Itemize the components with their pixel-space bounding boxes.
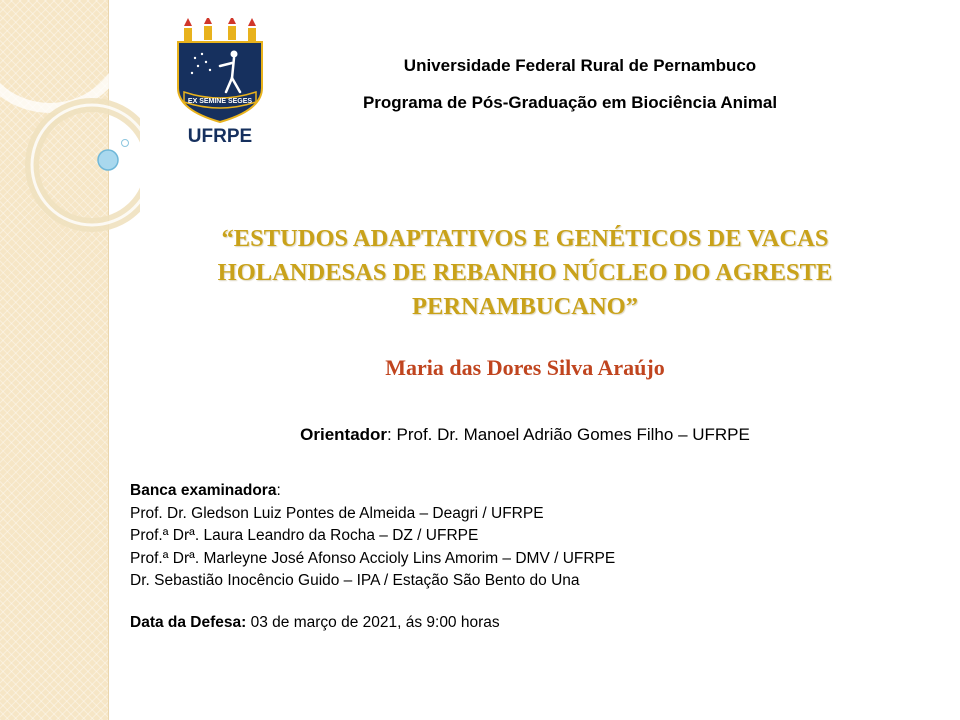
title-line-1: “ESTUDOS ADAPTATIVOS E GENÉTICOS DE VACAS <box>221 225 829 252</box>
deco-ring-large <box>0 0 128 108</box>
title-line-2: HOLANDESAS DE REBANHO NÚCLEO DO AGRESTE <box>217 259 833 286</box>
defense-label: Data da Defesa: <box>130 614 247 631</box>
deco-ring-inner <box>32 105 140 225</box>
committee-heading <box>130 480 615 503</box>
deco-bubble-small-icon <box>122 140 129 147</box>
defense-date-line <box>130 614 500 632</box>
torch-icons <box>184 18 256 42</box>
program-name: Programa de Pós-Graduação em Biociência Animal <box>362 93 778 112</box>
shield-icon <box>178 42 262 122</box>
university-name: Universidade Federal Rural de Pernambuco <box>403 56 757 75</box>
committee-member: Prof. Dr. Gledson Luiz Pontes de Almeida – Deagri / UFRPE <box>130 504 544 522</box>
ufrpe-logo <box>170 18 270 148</box>
committee-separator: : <box>276 482 281 499</box>
author-name: Maria das Dores Silva Araújo <box>385 355 665 380</box>
thesis-title <box>130 222 920 324</box>
committee-member: Prof.ª Drª. Marleyne José Afonso Accioly Lins Amorim – DMV / UFRPE <box>130 549 616 567</box>
committee-member: Prof.ª Drª. Laura Leandro da Rocha – DZ / UFRPE <box>130 527 479 544</box>
logo-acronym: UFRPE <box>187 126 253 147</box>
defense-date: 03 de março de 2021, ás 9:00 horas <box>246 614 500 631</box>
decorative-circles <box>0 0 140 260</box>
advisor-separator: : <box>387 425 397 444</box>
title-line-3: PERNAMBUCANO” <box>412 293 638 320</box>
advisor-name: Prof. Dr. Manoel Adrião Gomes Filho – UFRPE <box>396 425 750 444</box>
committee-label: Banca examinadora <box>130 482 277 499</box>
deco-bubble-icon <box>98 150 118 170</box>
committee-member: Dr. Sebastião Inocêncio Guido – IPA / Estação São Bento do Una <box>130 572 580 589</box>
committee-block <box>130 480 615 593</box>
logo-motto: EX SEMINE SEGES <box>187 98 253 105</box>
advisor-label: Orientador <box>300 425 388 444</box>
advisor-line <box>130 425 920 445</box>
